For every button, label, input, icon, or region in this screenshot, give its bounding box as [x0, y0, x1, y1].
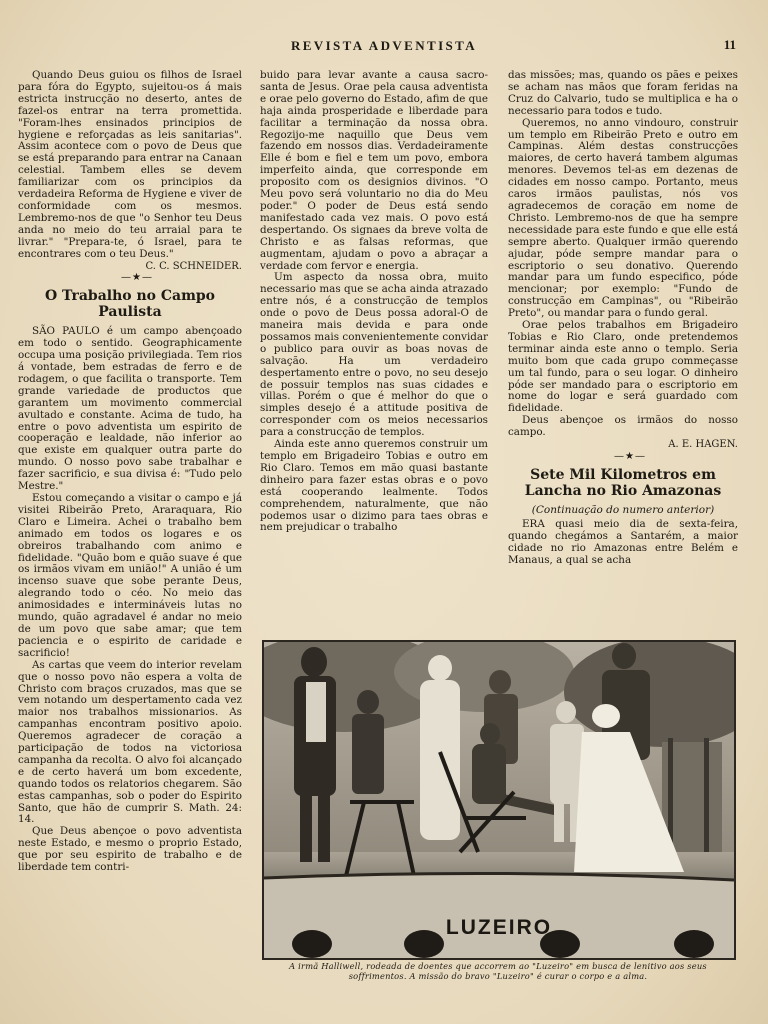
photo-caption: A irmã Halliwell, rodeada de doentes que accorrem ao "Luzeiro" em busca de lenitivo aos seus soffrimentos. A missão do bravo "Luzeiro" é curar o corpo e a alma. — [289, 961, 707, 981]
signature-hagen: A. E. HAGEN. — [668, 439, 738, 451]
article-subtitle: (Continuação do numero anterior) — [531, 503, 715, 516]
paragraph: Um aspecto da nossa obra, muito necessario mas que se acha ainda atrazado entre nós, é a construcção de templos onde o povo de Deus possa adoral-O de maneira mais devida e para onde possamos mais convenientemente convidar o publico para ouvir as boas novas de salvação. Ha um verdadeiro despertamento entre o povo, no seu desejo de possuir templos nas suas cidades e villas. Porém o que é melhor do que o simples desejo é a attitude positiva de corresponder com os meios necessarios para a construcção de templos. — [260, 271, 488, 439]
boat-name: LUZEIRO — [445, 916, 553, 939]
paragraph: Deus abençoe os irmãos do nosso campo. — [508, 414, 738, 439]
paragraph: Estou começando a visitar o campo e já visitei Ribeirão Preto, Araraquara, Rio Claro e Limeira. Achei o trabalho bem animado em todos os logares e os obreiros trabalhando com animo e fidelidade. "Quão bom e quão suave é que os irmãos vivam em união!" A união é um incenso suave que sobe perante Deus, alegrando todo o céo. No meio das animosidades e intermináveis lutas no mundo, quão agradavel é andar no meio de um povo que sabe amar; que tem paciencia e o espirito de caridade e sacrificio! — [18, 492, 242, 659]
paragraph: das missões; mas, quando os pães e peixes se acham nas mãos que foram feridas na Cruz do Calvario, tudo se multiplica e ha o necessario para todos e tudo. — [508, 69, 738, 117]
page-number: 11 — [723, 37, 736, 52]
paragraph: As cartas que veem do interior revelam que o nosso povo não espera a volta de Christo com braços cruzados, mas que se vem notando um despertamento cada vez maior nos trabalhos missionarios. As campanhas encontram positivo apoio. Queremos agradecer de coração a participação de todos na victoriosa campanha da recolta. O alvo foi alcançado e de certo haverá um bom excedente, quando todos os relatorios chegarem. São estas campanhas, sob o poder do Espirito Santo, que hão de cumprir S. Math. 24: 14. — [18, 658, 242, 826]
column-left — [18, 70, 242, 874]
section-divider: —★— — [614, 451, 646, 462]
section-divider: —★— — [121, 272, 153, 284]
dateline: SÃO PAULO — [32, 325, 100, 338]
paragraph: Queremos, no anno vindouro, construir um templo em Ribeirão Preto e outro em Campinas. Além destas construcções maiores, de certo haverá tambem algumas menores. Devemos tel-as em dezenas de cidades em nosso campo. Portanto, meus caros irmãos paulistas, nós vos agradecemos de coração em nome de Christo. Lembremo-nos de que ha sempre necessidade para este fundo e que elle está sempre aberto. Qualquer irmão querendo ajudar, póde sempre mandar para o escriptorio o seu donativo. Querendo mandar para um fundo especifico, póde mencionar; por exemplo: "Fundo de construcção em Campinas", ou "Ribeirão Preto", ou mandar para o fundo geral. — [508, 116, 738, 320]
signature-schneider: C. C. SCHNEIDER. — [145, 260, 242, 272]
paragraph: SÃO PAULO é um campo abençoado em todo o sentido. Geographicamente occupa uma posição privilegiada. Tem rios á vontade, bem estradas de ferro e de rodagem, o que facilita o transporte. Tem grande variedade de productos que garantem um movimento commercial avultado e constante. Acima de tudo, ha entre o povo adventista um espirito de cooperação e lealdade, não inferior ao que existe em qualquer outra parte do mundo. O nosso povo sabe trabalhar e fazer sacrificio, e sua divisa é: "Tudo pelo Mestre." — [18, 325, 242, 493]
column-middle — [260, 70, 488, 534]
paragraph: buido para levar avante a causa sacro-santa de Jesus. Orae pela causa adventista e orae pelo governo do Estado, afim de que haja ainda prosperidade e liberdade para facilitar a terminação da nossa obra. Regozijo-me naquillo que Deus vem fazendo em nossos dias. Verdadeiramente Elle é bom e fiel e tem um povo, embora imperfeito ainda, que corresponde em proposito com os designios divinos. "O Meu povo será voluntario no dia do Meu poder." O poder de Deus está sendo manifestado cada vez mais. O povo está despertando. Os signaes da breve volta de Christo e as falsas reformas, que augmentam, ajudam o povo a abraçar a verdade com fervor e energia. — [260, 69, 489, 272]
article-title: Sete Mil Kilometros em Lancha no Rio Amazonas — [524, 466, 722, 499]
paragraph: ERA quasi meio dia de sexta-feira, quando chegámos a Santarém, a maior cidade no rio Amazonas entre Belém e Manaus, a qual se acha — [508, 517, 738, 566]
paragraph: Ainda este anno queremos construir um templo em Brigadeiro Tobias e outro em Rio Claro. Temos em mão quasi bastante dinheiro para fazer estas obras e o povo está cooperando lealmente. Todos comprehendem, naturalmente, que não podemos usar o dizimo para taes obras e nem prejudicar o trabalho — [260, 438, 488, 534]
lead-word: ERA — [522, 517, 545, 530]
paragraph: Orae pelos trabalhos em Brigadeiro Tobias e Rio Claro, onde pretendemos terminar ainda este anno o templo. Seria muito bom que cada grupo commeçasse um tal fundo, para o seu logar. O dinheiro póde ser mandado para o escriptorio em nome do logar e será guardado com fidelidade. — [508, 319, 738, 415]
running-title: REVISTA ADVENTISTA — [290, 38, 478, 53]
column-right — [508, 70, 738, 566]
photo-illustration — [264, 642, 734, 958]
photograph-luzeiro — [262, 640, 736, 960]
paragraph: Quando Deus guiou os filhos de Israel para fóra do Egypto, sujeitou-os á mais estricta instrucção no deserto, antes de fazel-os entrar na terra promettida. "Foram-lhes ensinados principios de hygiene e reforçadas as leis sanitarias". Assim acontece com o povo de Deus que se está preparando para entrar na Canaan celestial. Tambem elles se devem familiarizar com os principios da verdadeira Reforma de Hygiene e viver de conformidade com os mesmos. Lembremo-nos de que "o Senhor teu Deus anda no meio do teu arraial para te livrar." "Prepara-te, ó Israel, para te encontrares com o teu Deus." — [18, 69, 242, 260]
paragraph: Que Deus abençoe o povo adventista neste Estado, e mesmo o proprio Estado, que por seu espirito de trabalho e de liberdade tem contri- — [18, 825, 242, 874]
article-title: O Trabalho no Campo Paulista — [44, 288, 216, 321]
